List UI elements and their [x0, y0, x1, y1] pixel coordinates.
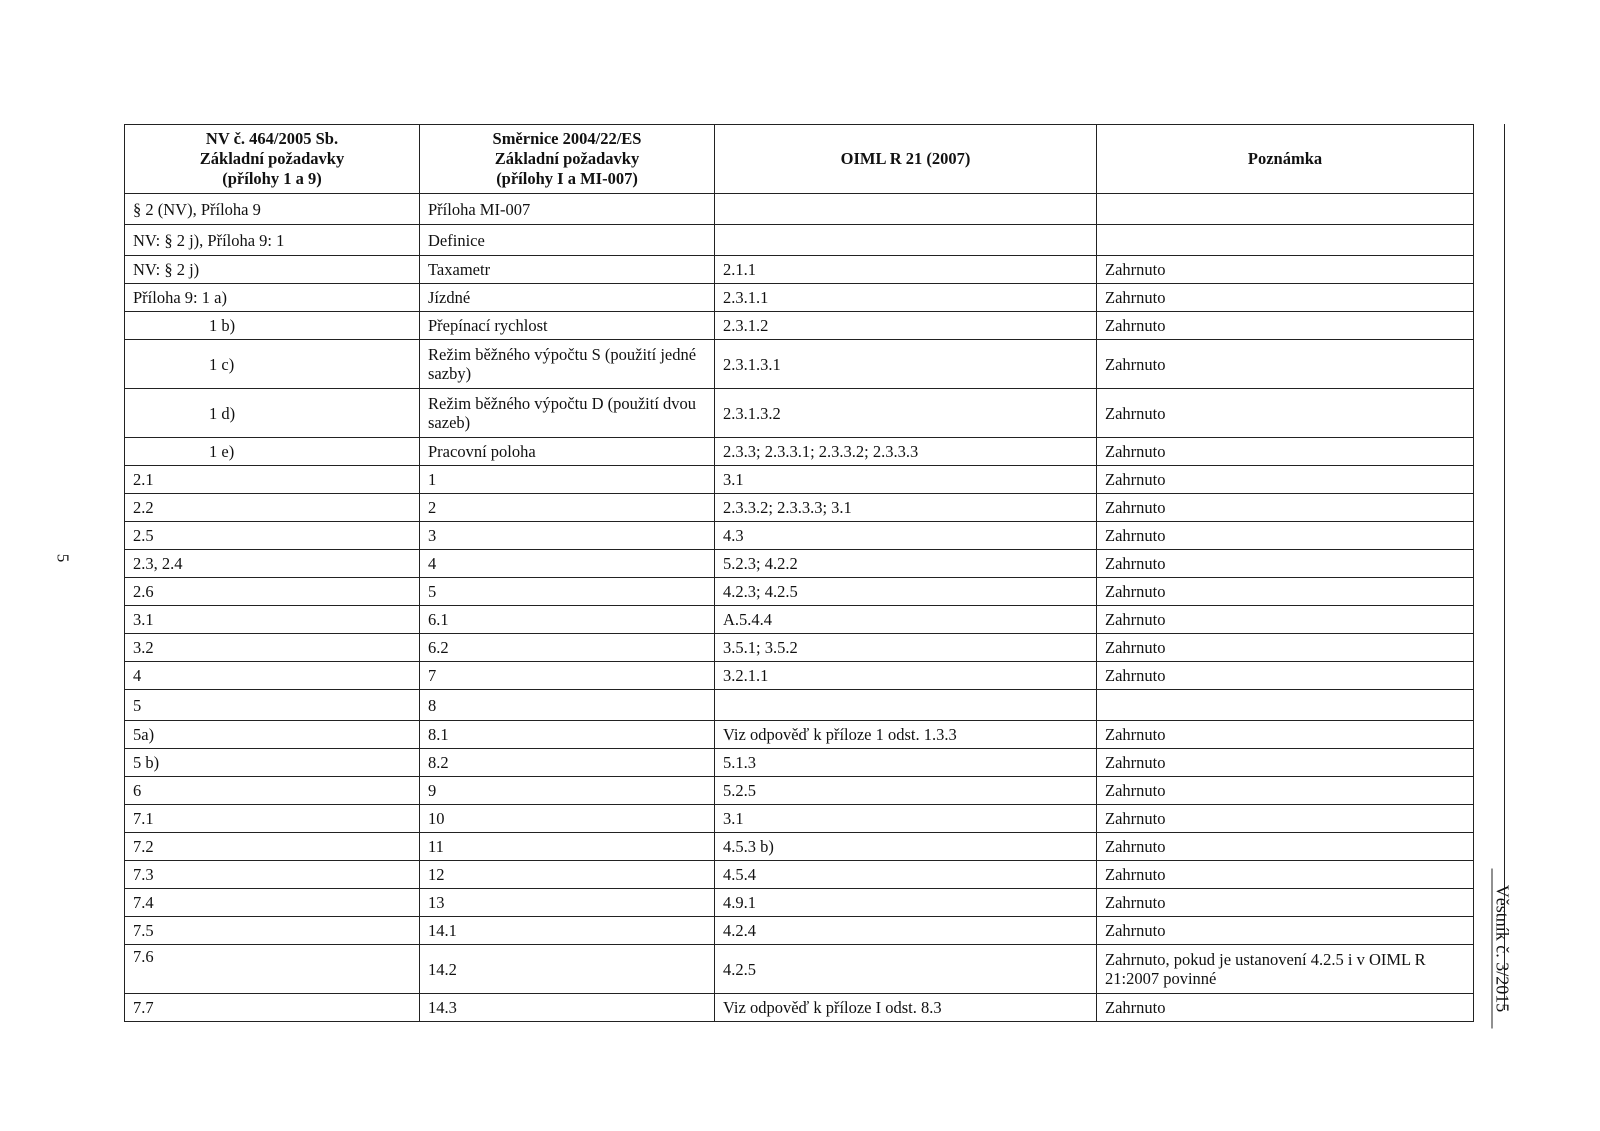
cell-smernice: Přepínací rychlost: [420, 312, 715, 340]
cell-poznamka: [1097, 225, 1474, 256]
table-row: [125, 550, 1474, 578]
table-row: [125, 805, 1474, 833]
cell-smernice: 10: [420, 805, 715, 833]
cell-poznamka: Zahrnuto: [1097, 805, 1474, 833]
cell-oiml: [715, 225, 1097, 256]
header-line: (přílohy 1 a 9): [222, 169, 322, 188]
cell-poznamka: [1097, 194, 1474, 225]
cell-nv: 7.1: [125, 805, 420, 833]
cell-nv: § 2 (NV), Příloha 9: [125, 194, 420, 225]
cell-smernice: 8: [420, 690, 715, 721]
cell-nv: 2.6: [125, 578, 420, 606]
cell-smernice: Jízdné: [420, 284, 715, 312]
cell-oiml: 3.1: [715, 466, 1097, 494]
cell-poznamka: Zahrnuto: [1097, 749, 1474, 777]
header-line: (přílohy I a MI-007): [496, 169, 638, 188]
cell-poznamka: Zahrnuto: [1097, 917, 1474, 945]
cell-smernice: Režim běžného výpočtu D (použití dvou sazeb): [420, 389, 715, 438]
table-row: [125, 861, 1474, 889]
cell-oiml: 4.5.4: [715, 861, 1097, 889]
cell-oiml: 3.2.1.1: [715, 662, 1097, 690]
cell-smernice: 12: [420, 861, 715, 889]
cell-nv: 7.3: [125, 861, 420, 889]
table-row: [125, 438, 1474, 466]
requirements-table: [124, 124, 1474, 1022]
cell-poznamka: Zahrnuto: [1097, 494, 1474, 522]
cell-poznamka: [1097, 690, 1474, 721]
cell-poznamka: Zahrnuto: [1097, 284, 1474, 312]
cell-poznamka: Zahrnuto: [1097, 634, 1474, 662]
cell-poznamka: Zahrnuto: [1097, 466, 1474, 494]
header-row: [125, 125, 1474, 194]
cell-oiml: 4.2.3; 4.2.5: [715, 578, 1097, 606]
cell-smernice: 2: [420, 494, 715, 522]
cell-smernice: Definice: [420, 225, 715, 256]
cell-smernice: 5: [420, 578, 715, 606]
cell-oiml: 5.2.3; 4.2.2: [715, 550, 1097, 578]
header-line: Základní požadavky: [494, 149, 640, 168]
table-row: [125, 749, 1474, 777]
header-smernice: [420, 125, 715, 194]
cell-oiml: 4.3: [715, 522, 1097, 550]
table-row: [125, 994, 1474, 1022]
table-body: [125, 194, 1474, 1022]
cell-nv: 7.2: [125, 833, 420, 861]
cell-nv: 7.6: [125, 945, 420, 994]
cell-nv: 7.7: [125, 994, 420, 1022]
table-row: [125, 662, 1474, 690]
journal-title: Věstník č. 3/2015: [1492, 869, 1513, 1029]
cell-poznamka: Zahrnuto: [1097, 389, 1474, 438]
cell-smernice: 8.2: [420, 749, 715, 777]
table-row: [125, 690, 1474, 721]
cell-poznamka: Zahrnuto: [1097, 606, 1474, 634]
table-row: [125, 312, 1474, 340]
cell-poznamka: Zahrnuto: [1097, 550, 1474, 578]
table-row: [125, 522, 1474, 550]
cell-oiml: 4.5.3 b): [715, 833, 1097, 861]
cell-oiml: 2.3.1.1: [715, 284, 1097, 312]
cell-nv: 2.1: [125, 466, 420, 494]
cell-smernice: 1: [420, 466, 715, 494]
cell-smernice: Pracovní poloha: [420, 438, 715, 466]
cell-oiml: 2.3.1.2: [715, 312, 1097, 340]
cell-poznamka: Zahrnuto: [1097, 340, 1474, 389]
table-row: [125, 466, 1474, 494]
cell-oiml: 4.2.4: [715, 917, 1097, 945]
cell-poznamka: Zahrnuto: [1097, 662, 1474, 690]
cell-smernice: Příloha MI-007: [420, 194, 715, 225]
cell-oiml: [715, 194, 1097, 225]
cell-nv: 1 c): [125, 340, 420, 389]
cell-oiml: 5.2.5: [715, 777, 1097, 805]
cell-smernice: Režim běžného výpočtu S (použití jedné sazby): [420, 340, 715, 389]
cell-nv: 5a): [125, 721, 420, 749]
cell-poznamka: Zahrnuto: [1097, 256, 1474, 284]
cell-nv: 1 b): [125, 312, 420, 340]
cell-smernice: 4: [420, 550, 715, 578]
cell-smernice: 3: [420, 522, 715, 550]
cell-nv: NV: § 2 j), Příloha 9: 1: [125, 225, 420, 256]
table-row: [125, 777, 1474, 805]
cell-smernice: 6.1: [420, 606, 715, 634]
cell-nv: 2.5: [125, 522, 420, 550]
header-oiml: [715, 125, 1097, 194]
cell-nv: 4: [125, 662, 420, 690]
cell-poznamka: Zahrnuto, pokud je ustanovení 4.2.5 i v OIML R 21:2007 povinné: [1097, 945, 1474, 994]
cell-poznamka: Zahrnuto: [1097, 522, 1474, 550]
table-row: [125, 578, 1474, 606]
table-row: [125, 917, 1474, 945]
cell-poznamka: Zahrnuto: [1097, 312, 1474, 340]
cell-smernice: 8.1: [420, 721, 715, 749]
table-header: [125, 125, 1474, 194]
table-row: [125, 833, 1474, 861]
header-poznamka: [1097, 125, 1474, 194]
cell-poznamka: Zahrnuto: [1097, 721, 1474, 749]
header-line: Směrnice 2004/22/ES: [492, 129, 642, 148]
cell-oiml: A.5.4.4: [715, 606, 1097, 634]
header-line: OIML R 21 (2007): [840, 149, 971, 168]
cell-poznamka: Zahrnuto: [1097, 777, 1474, 805]
cell-poznamka: Zahrnuto: [1097, 861, 1474, 889]
table-row: [125, 284, 1474, 312]
cell-nv: 2.2: [125, 494, 420, 522]
cell-nv: 6: [125, 777, 420, 805]
cell-smernice: 9: [420, 777, 715, 805]
cell-poznamka: Zahrnuto: [1097, 994, 1474, 1022]
cell-oiml: 4.2.5: [715, 945, 1097, 994]
cell-smernice: 7: [420, 662, 715, 690]
cell-smernice: 13: [420, 889, 715, 917]
cell-nv: 7.4: [125, 889, 420, 917]
cell-poznamka: Zahrnuto: [1097, 833, 1474, 861]
table-row: [125, 194, 1474, 225]
cell-oiml: 3.1: [715, 805, 1097, 833]
cell-oiml: 2.3.3; 2.3.3.1; 2.3.3.2; 2.3.3.3: [715, 438, 1097, 466]
cell-smernice: 14.3: [420, 994, 715, 1022]
cell-oiml: 4.9.1: [715, 889, 1097, 917]
cell-oiml: 2.3.1.3.1: [715, 340, 1097, 389]
table-row: [125, 340, 1474, 389]
cell-poznamka: Zahrnuto: [1097, 578, 1474, 606]
header-nv: [125, 125, 420, 194]
table-row: [125, 889, 1474, 917]
cell-oiml: 3.5.1; 3.5.2: [715, 634, 1097, 662]
table-row: [125, 634, 1474, 662]
cell-oiml: 2.1.1: [715, 256, 1097, 284]
table-row: [125, 389, 1474, 438]
page-number: 5: [53, 553, 73, 563]
cell-nv: 5: [125, 690, 420, 721]
cell-nv: 3.1: [125, 606, 420, 634]
cell-oiml: [715, 690, 1097, 721]
cell-smernice: 11: [420, 833, 715, 861]
cell-nv: 5 b): [125, 749, 420, 777]
cell-oiml: 5.1.3: [715, 749, 1097, 777]
cell-nv: 1 e): [125, 438, 420, 466]
cell-nv: 2.3, 2.4: [125, 550, 420, 578]
cell-nv: NV: § 2 j): [125, 256, 420, 284]
table-row: [125, 225, 1474, 256]
cell-smernice: 14.1: [420, 917, 715, 945]
table-row: [125, 256, 1474, 284]
cell-nv: 3.2: [125, 634, 420, 662]
cell-nv: 1 d): [125, 389, 420, 438]
cell-oiml: 2.3.1.3.2: [715, 389, 1097, 438]
cell-smernice: 14.2: [420, 945, 715, 994]
table-row: [125, 494, 1474, 522]
header-line: NV č. 464/2005 Sb.: [205, 129, 339, 148]
table-row: [125, 606, 1474, 634]
cell-poznamka: Zahrnuto: [1097, 438, 1474, 466]
cell-oiml: 2.3.3.2; 2.3.3.3; 3.1: [715, 494, 1097, 522]
cell-nv: 7.5: [125, 917, 420, 945]
table-row: [125, 945, 1474, 994]
header-line: Základní požadavky: [199, 149, 345, 168]
cell-smernice: 6.2: [420, 634, 715, 662]
cell-nv: Příloha 9: 1 a): [125, 284, 420, 312]
cell-smernice: Taxametr: [420, 256, 715, 284]
cell-oiml: Viz odpověď k příloze I odst. 8.3: [715, 994, 1097, 1022]
cell-oiml: Viz odpověď k příloze 1 odst. 1.3.3: [715, 721, 1097, 749]
cell-poznamka: Zahrnuto: [1097, 889, 1474, 917]
table-row: [125, 721, 1474, 749]
header-line: Poznámka: [1247, 149, 1323, 168]
